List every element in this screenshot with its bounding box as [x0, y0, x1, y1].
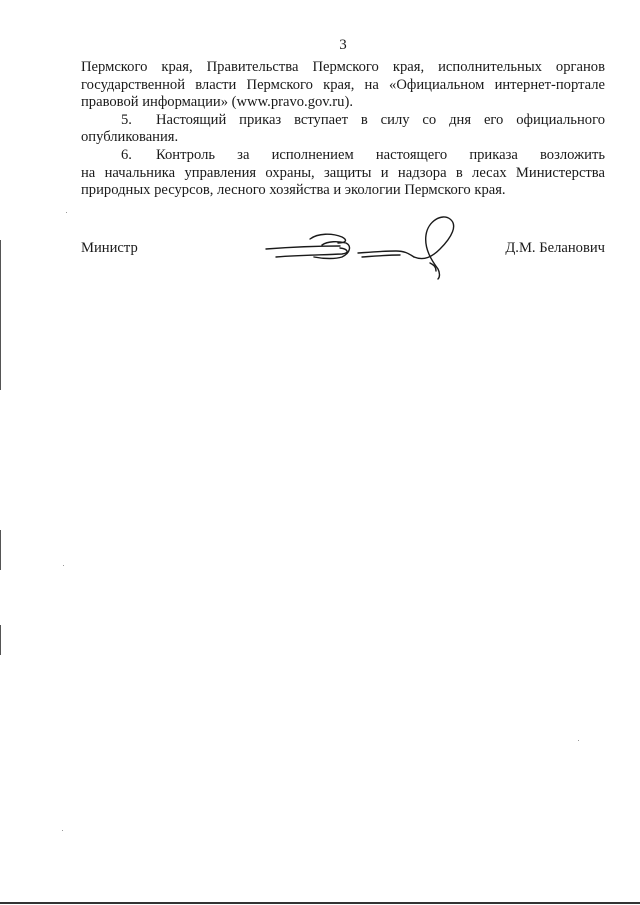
scan-edge-mark	[0, 625, 1, 655]
paragraph-6-line-1	[81, 147, 605, 165]
paragraph-6-text: Контроль за исполнением настоящего приказа возложить	[156, 146, 605, 163]
scan-edge-mark	[0, 240, 1, 390]
document-body	[81, 59, 605, 200]
scan-speck	[578, 740, 579, 741]
paragraph-5-line-1	[81, 112, 605, 130]
page-number: 3	[339, 37, 347, 53]
signatory-name: Д.М. Беланович	[505, 240, 605, 256]
paragraph-1-line-1: Пермского края, Правительства Пермского края, исполнительных органов	[81, 59, 605, 75]
paragraph-6-line-3: природных ресурсов, лесного хозяйства и экологии Пермского края.	[81, 182, 506, 199]
paragraph-1-line-3: правовой информации» (www.pravo.gov.ru).	[81, 94, 353, 111]
scan-speck	[62, 830, 63, 831]
paragraph-5-text: Настоящий приказ вступает в силу со дня его официального	[156, 111, 605, 128]
handwritten-signature	[262, 213, 462, 283]
scan-speck	[63, 565, 64, 566]
paragraph-1-line-2: государственной власти Пермского края, на «Официальном интернет-портале	[81, 76, 605, 93]
scan-speck	[66, 212, 67, 213]
paragraph-6-number: 6.	[121, 146, 132, 163]
scan-bottom-edge	[0, 902, 640, 904]
paragraph-5-number: 5.	[121, 111, 132, 128]
paragraph-6-line-2: на начальника управления охраны, защиты и надзора в лесах Министерства	[81, 164, 605, 181]
scan-edge-mark	[0, 530, 1, 570]
paragraph-5-line-2: опубликования.	[81, 129, 179, 146]
signatory-position: Министр	[81, 240, 138, 256]
